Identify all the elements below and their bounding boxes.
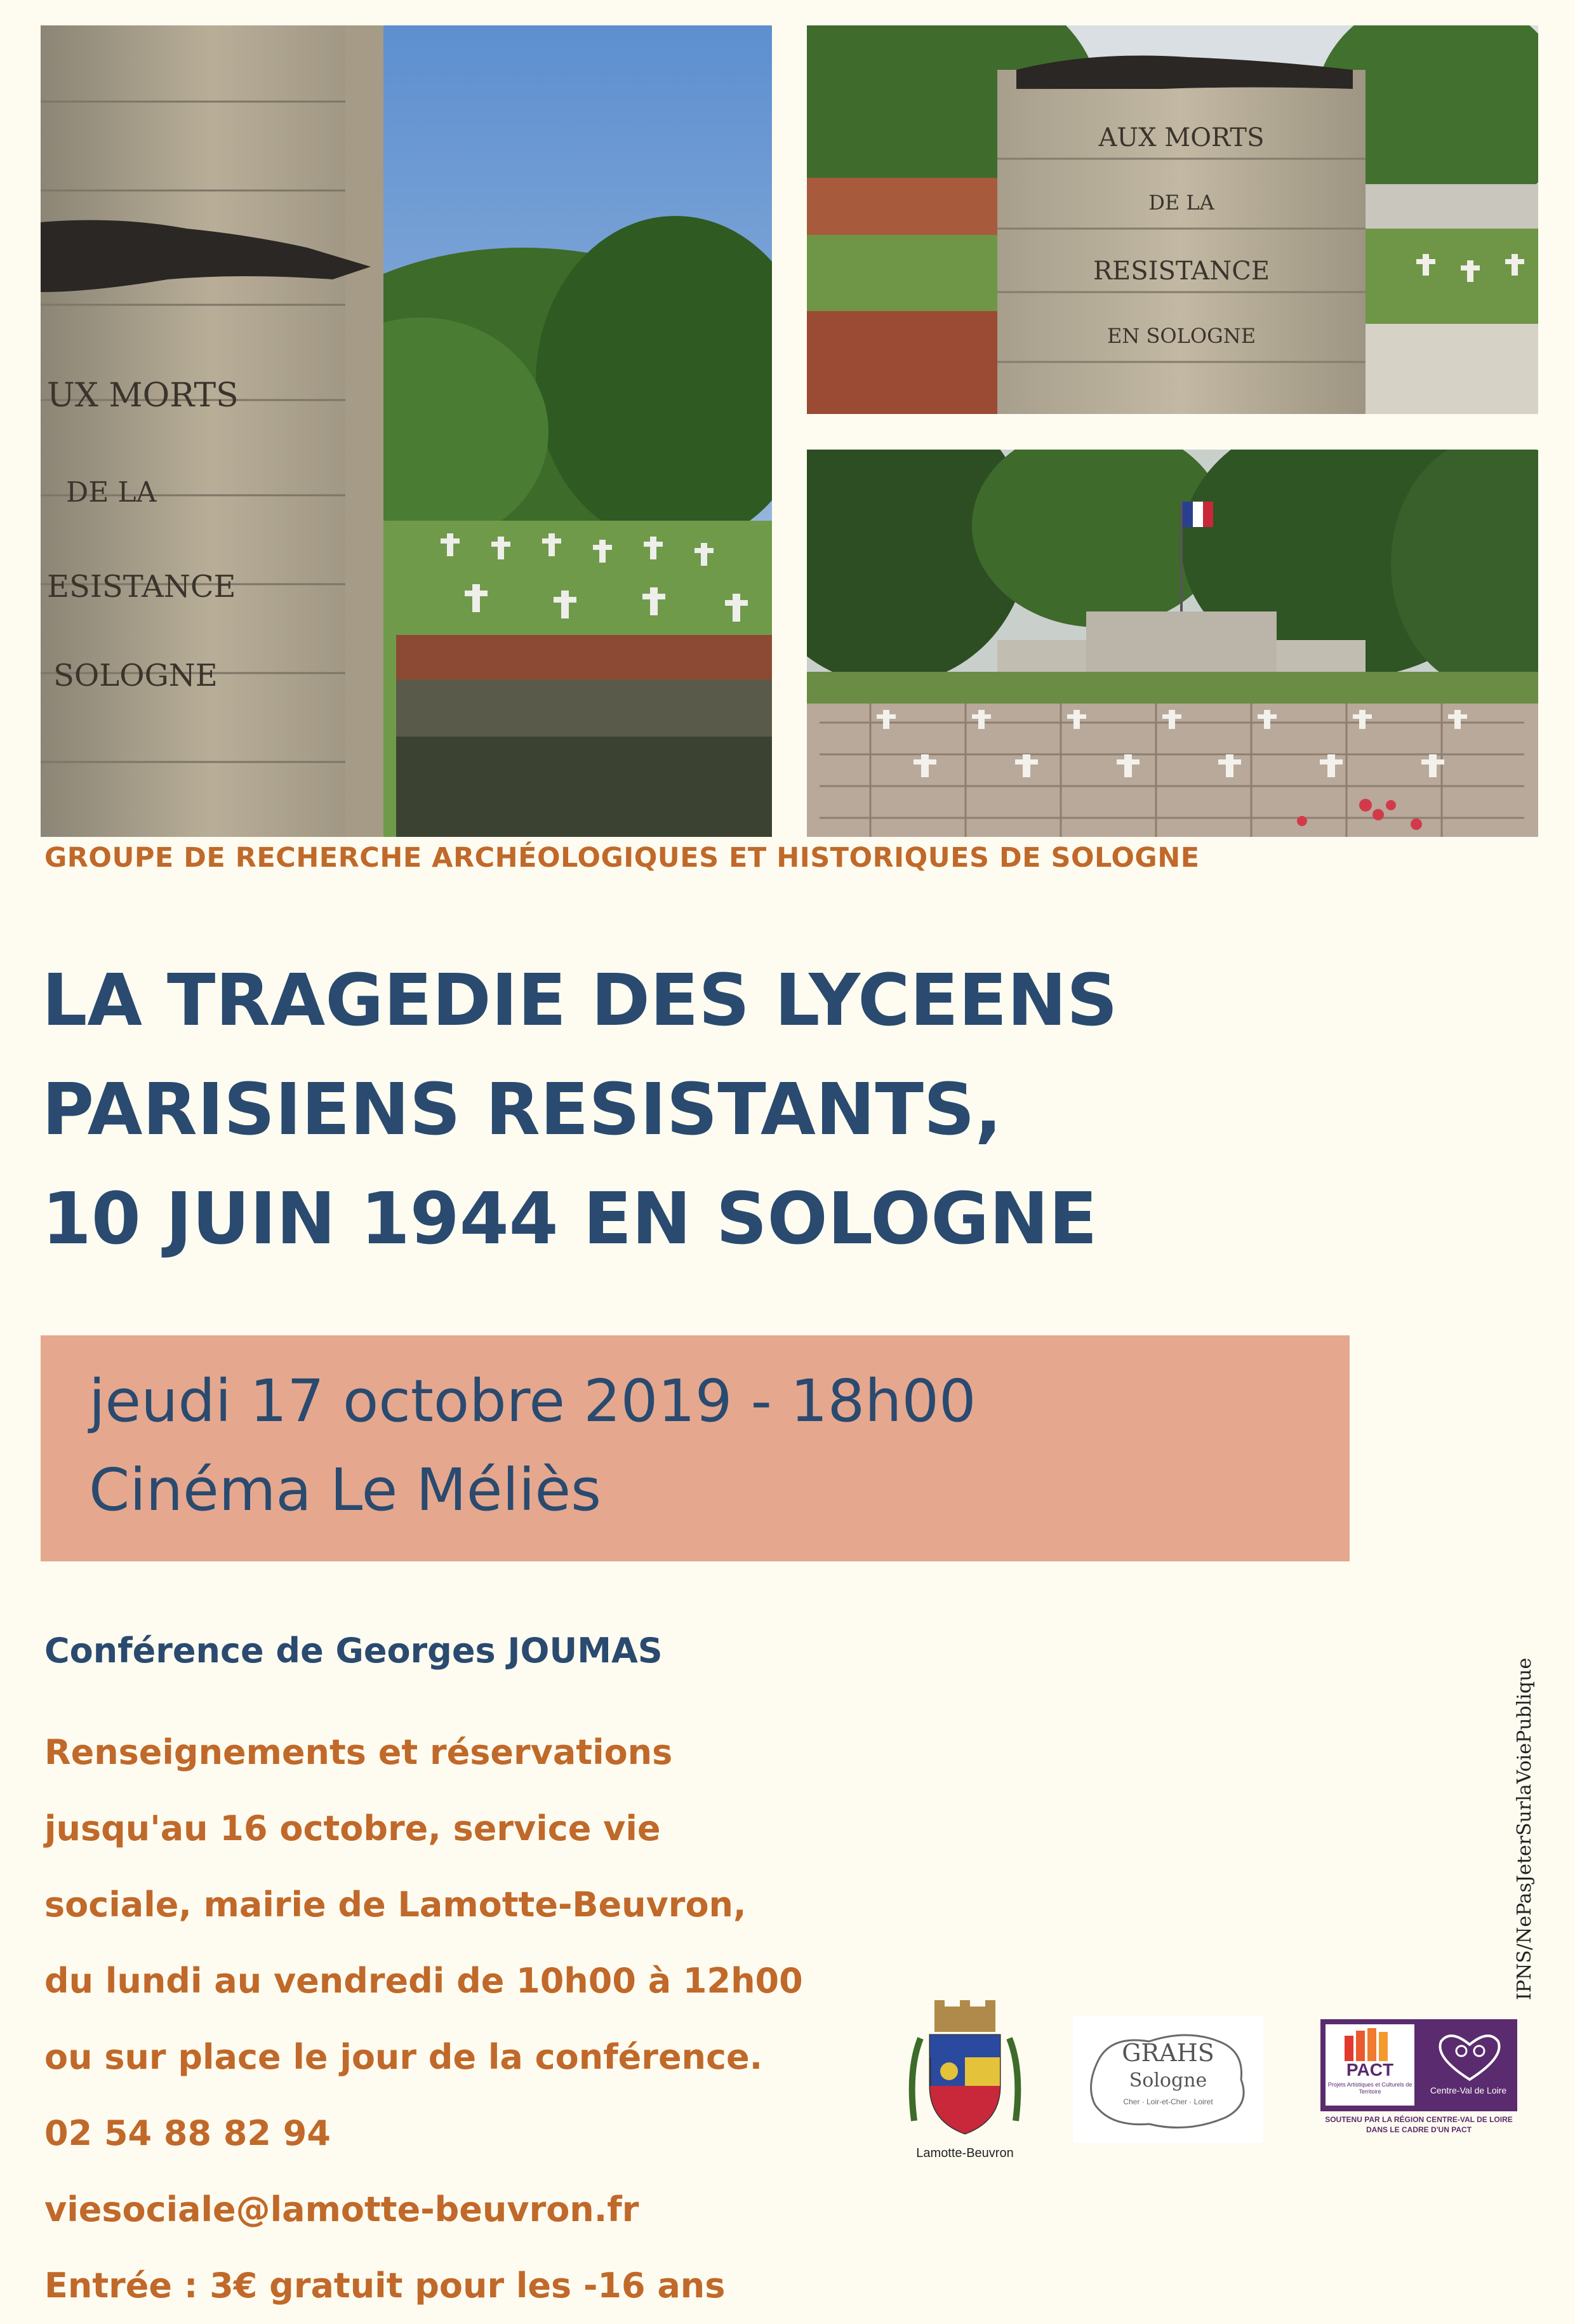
region-heart-icon — [1422, 2026, 1517, 2089]
pact-region-logo — [1320, 2019, 1517, 2153]
monument-text-tr-4: EN SOLOGNE — [1106, 324, 1256, 348]
grahs-subtitle: Sologne — [1129, 2069, 1207, 2092]
photo-monument-top-right — [807, 25, 1538, 414]
event-venue: Cinéma Le Méliès — [89, 1456, 602, 1524]
organization-name: GROUPE DE RECHERCHE ARCHÉOLOGIQUES ET HISTORIQUES DE SOLOGNE — [44, 842, 1200, 874]
phone-number: 02 54 88 82 94 — [44, 2113, 331, 2153]
grahs-title: GRAHS — [1122, 2039, 1214, 2067]
info-line: Renseignements et réservations — [44, 1732, 673, 1772]
entry-price: Entrée : 3€ gratuit pour les -16 ans — [44, 2266, 726, 2306]
info-line: sociale, mairie de Lamotte-Beuvron, — [44, 1885, 747, 1925]
title-line-2: PARISIENS RESISTANTS, — [42, 1069, 1002, 1151]
event-title — [42, 946, 1553, 1274]
lamotte-beuvron-logo — [895, 2000, 1035, 2165]
info-line: jusqu'au 16 octobre, service vie — [44, 1808, 661, 1848]
speaker-line: Conférence de Georges JOUMAS — [44, 1631, 663, 1671]
info-line: ou sur place le jour de la conférence. — [44, 2037, 763, 2077]
region-name: Centre-Val de Loire — [1430, 2085, 1507, 2095]
pact-footer — [1320, 2114, 1517, 2135]
grahs-logo — [1073, 2016, 1263, 2143]
event-date-time: jeudi 17 octobre 2019 - 18h00 — [89, 1367, 976, 1435]
coat-of-arms-icon — [895, 2000, 1035, 2143]
monument-text-left-1: UX MORTS — [47, 377, 239, 415]
lamotte-caption: Lamotte-Beuvron — [916, 2146, 1014, 2160]
monument-text-tr-3: RESISTANCE — [1093, 257, 1270, 286]
monument-text-tr-2: DE LA — [1148, 190, 1214, 215]
monument-text-left-2: DE LA — [66, 476, 157, 509]
ipns-credit: IPNS/NePasJeterSurlaVoiePublique — [1513, 1657, 1536, 2000]
email-address: viesociale@lamotte-beuvron.fr — [44, 2189, 639, 2229]
grahs-departments: Cher · Loir-et-Cher · Loiret — [1123, 2097, 1213, 2106]
pact-footer-line-1: SOUTENU PAR LA RÉGION CENTRE-VAL DE LOIRE — [1325, 2115, 1513, 2124]
pact-bars-icon — [1326, 2024, 1414, 2062]
monument-text-left-3: ESISTANCE — [47, 569, 236, 604]
monument-text-tr-1: AUX MORTS — [1098, 123, 1265, 152]
info-line: du lundi au vendredi de 10h00 à 12h00 — [44, 1961, 803, 2001]
monument-text-left-4: SOLOGNE — [53, 658, 218, 693]
event-date-box — [41, 1335, 1350, 1561]
pact-footer-line-2: DANS LE CADRE D'UN PACT — [1366, 2125, 1472, 2134]
title-line-1: LA TRAGEDIE DES LYCEENS — [42, 959, 1118, 1042]
pact-left-panel — [1326, 2024, 1414, 2106]
photo-monument-left — [41, 25, 772, 837]
pact-word: PACT — [1346, 2060, 1394, 2080]
info-block — [44, 1714, 933, 2324]
title-line-3: 10 JUIN 1944 EN SOLOGNE — [42, 1178, 1098, 1260]
pact-small-text: Projets Artistiques et Culturels de Territoire — [1327, 2081, 1412, 2095]
photo-cemetery — [807, 450, 1538, 837]
